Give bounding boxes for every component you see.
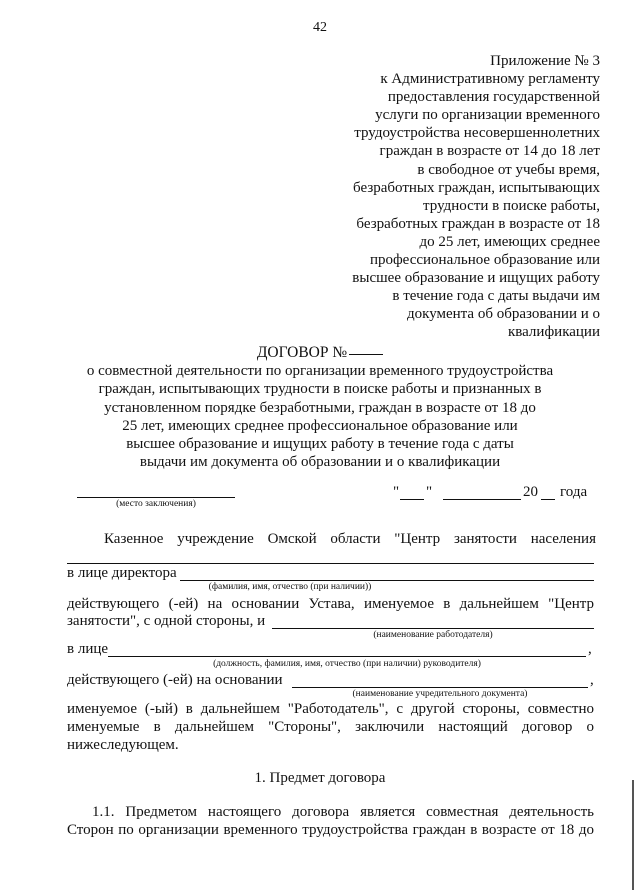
appendix-line: квалификации <box>507 324 600 341</box>
body-line-following: нижеследующем. <box>67 737 179 753</box>
subject-line: установленном порядке безработными, граждан в возрасте от 18 до <box>104 399 536 416</box>
subject-line: 25 лет, имеющих среднее профессиональное образование или <box>122 417 518 434</box>
body-line-center: Казенное учреждение Омской области "Центр занятости населения <box>104 531 596 547</box>
contract-title <box>0 344 640 362</box>
page-number: 42 <box>313 20 327 35</box>
place-caption: (место заключения) <box>116 499 196 509</box>
date-year-suffix: года <box>560 484 588 500</box>
appendix-line: трудоустройства несовершеннолетних <box>354 125 600 142</box>
scan-edge-mark <box>632 780 634 890</box>
date-quote-open: " <box>393 484 400 500</box>
contract-subject <box>60 362 580 472</box>
subject-line: выдачи им документа об образовании и о квалификации <box>139 454 501 471</box>
appendix-line: до 25 лет, имеющих среднее <box>419 233 600 250</box>
date-quote-close: " <box>426 484 433 500</box>
appendix-header <box>300 52 600 342</box>
founding-doc-blank[interactable] <box>292 687 588 688</box>
appendix-line: безработных граждан в возрасте от 18 <box>356 215 600 232</box>
date-year-blank[interactable] <box>541 499 555 500</box>
caption-employer: (наименование работодателя) <box>373 630 493 640</box>
center-name-blank[interactable] <box>67 563 594 564</box>
appendix-line: Приложение № 3 <box>490 53 600 69</box>
body-line-employer: именуемое (-ый) в дальнейшем "Работодатель", с другой стороны, совместно <box>67 701 594 717</box>
representative-blank[interactable] <box>108 656 586 657</box>
director-name-blank[interactable] <box>180 580 594 581</box>
caption-position: (должность, фамилия, имя, отчество (при наличии) руководителя) <box>213 659 481 669</box>
subject-line: о совместной деятельности по организации временного трудоустройства <box>86 363 554 379</box>
acting-basis: действующего (-ей) на основании <box>67 672 283 688</box>
appendix-line: предоставления государственной <box>387 89 600 106</box>
appendix-line: к Административному регламенту <box>380 71 600 88</box>
section-paragraph-line: Сторон по организации временного трудоустройства граждан в возрасте от 18 до <box>67 822 594 838</box>
appendix-line: профессиональное образование или <box>369 252 600 269</box>
appendix-line: в течение года с даты выдачи им <box>392 288 600 305</box>
comma: , <box>590 672 594 688</box>
in-person-director: в лице директора <box>67 565 177 581</box>
contract-title-text: ДОГОВОР № <box>256 344 348 361</box>
appendix-line: граждан в возрасте от 14 до 18 лет <box>379 143 600 160</box>
subject-line: граждан, испытывающих трудности в поиске работы и признанных в <box>98 381 542 398</box>
body-line-parties: именуемые в дальнейшем "Стороны", заключили настоящий договор о <box>67 719 594 735</box>
date-year-prefix: 20 <box>523 484 538 500</box>
place-blank[interactable] <box>77 497 235 498</box>
comma: , <box>588 641 592 657</box>
contract-number-blank[interactable] <box>349 354 383 355</box>
appendix-line: безработных граждан, испытывающих <box>353 179 600 196</box>
appendix-line: в свободное от учебы время, <box>417 161 600 178</box>
appendix-line: высшее образование и ищущих работу <box>352 270 600 287</box>
body-line-ustav: действующего (-ей) на основании Устава, именуемое в дальнейшем "Центр <box>67 596 594 612</box>
appendix-line: услуги по организации временного <box>375 107 600 124</box>
section-paragraph-line: 1.1. Предметом настоящего договора является совместная деятельность <box>92 804 594 820</box>
section-heading: 1. Предмет договора <box>254 770 386 786</box>
date-month-blank[interactable] <box>443 499 521 500</box>
body-line-one-side: занятости", с одной стороны, и <box>67 613 266 629</box>
employer-name-blank[interactable] <box>272 628 594 629</box>
date-day-blank[interactable] <box>400 499 424 500</box>
appendix-line: документа об образовании и о <box>407 306 600 323</box>
caption-founding: (наименование учредительного документа) <box>352 689 528 699</box>
in-person: в лице <box>67 641 109 657</box>
appendix-line: трудности в поиске работы, <box>423 197 600 214</box>
subject-line: высшее образование и ищущих работу в течение года с даты <box>126 436 514 453</box>
caption-fio: (фамилия, имя, отчество (при наличии)) <box>208 582 372 592</box>
